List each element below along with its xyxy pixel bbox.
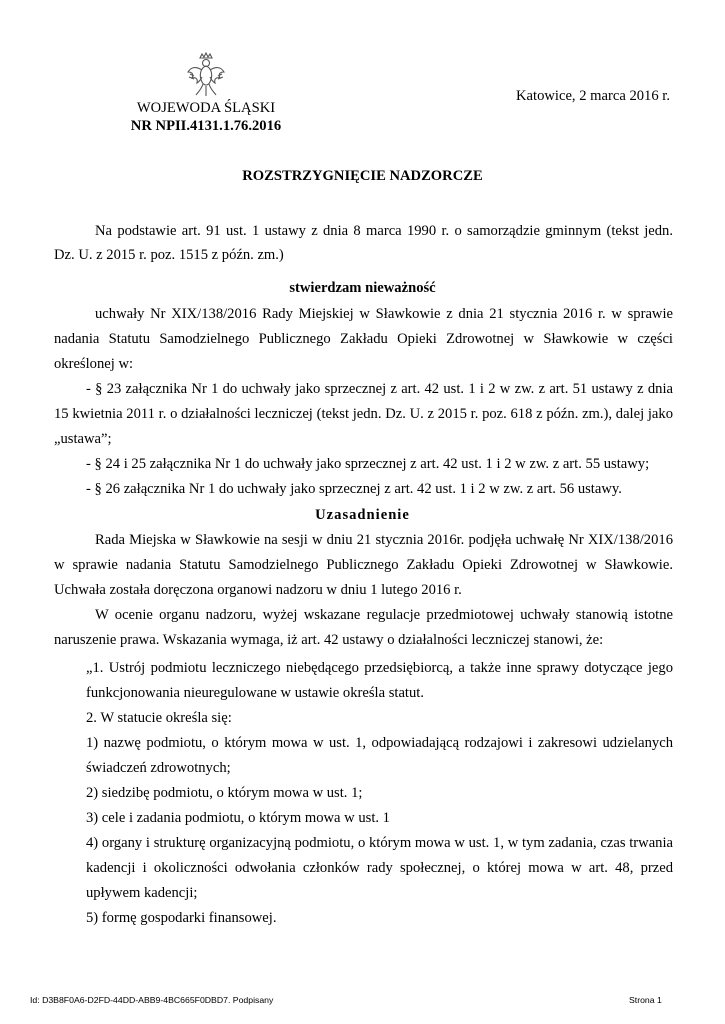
justification-p2-line-1: W ocenie organu nadzoru, wyżej wskazane regulacje przedmiotowej uchwały stanowią istotne bbox=[95, 607, 673, 623]
authority-name: WOJEWODA ŚLĄSKI bbox=[136, 100, 276, 116]
quote-2-1-line-2: świadczeń zdrowotnych; bbox=[86, 760, 231, 776]
resolution-line-3: określonej w: bbox=[54, 356, 134, 372]
quote-2-4-line-3: upływem kadencji; bbox=[86, 885, 198, 901]
place-date: Katowice, 2 marca 2016 r. bbox=[516, 88, 670, 104]
quote-2-5: 5) formę gospodarki finansowej. bbox=[86, 910, 277, 926]
page-number: Strona 1 bbox=[629, 995, 662, 1005]
quote-2-1-line-1: 1) nazwę podmiotu, o którym mowa w ust. 1, odpowiadającą rodzajowi i zakresowi udzielanych bbox=[86, 735, 673, 751]
decision-heading: stwierdzam nieważność bbox=[289, 280, 436, 296]
quote-1-line-1: „1. Ustrój podmiotu leczniczego niebędącego przedsiębiorcą, a także inne sprawy dotyczące jego bbox=[86, 660, 673, 676]
item-24-25: - § 24 i 25 załącznika Nr 1 do uchwały jako sprzecznej z art. 42 ust. 1 i 2 w zw. z art. 55 ustawy; bbox=[86, 456, 650, 472]
resolution-line-2: nadania Statutu Samodzielnego Publicznego Zakładu Opieki Zdrowotnej w Sławkowie w części bbox=[54, 331, 673, 347]
justification-heading: Uzasadnienie bbox=[315, 507, 410, 523]
quote-2-4-line-2: kadencji i okoliczności odwołania członków rady społecznej, o której mowa w art. 48, przed bbox=[86, 860, 673, 876]
item-23-line-1: - § 23 załącznika Nr 1 do uchwały jako sprzecznej z art. 42 ust. 1 i 2 w zw. z art. 51 ustawy z dnia bbox=[86, 381, 673, 397]
quote-2: 2. W statucie określa się: bbox=[86, 710, 232, 726]
resolution-line-1: uchwały Nr XIX/138/2016 Rady Miejskiej w Sławkowie z dnia 21 stycznia 2016 r. w sprawie bbox=[95, 306, 673, 322]
case-number: NR NPII.4131.1.76.2016 bbox=[130, 118, 282, 134]
quote-1-line-2: funkcjonowania nieuregulowane w ustawie określa statut. bbox=[86, 685, 424, 701]
intro-line-1: Na podstawie art. 91 ust. 1 ustawy z dnia 8 marca 1990 r. o samorządzie gminnym (tekst jedn. bbox=[95, 223, 673, 239]
eagle-emblem-icon bbox=[186, 52, 226, 98]
quote-2-3: 3) cele i zadania podmiotu, o którym mowa w ust. 1 bbox=[86, 810, 390, 826]
justification-p2-line-2: naruszenie prawa. Wskazania wymaga, iż art. 42 ustawy o działalności leczniczej stanowi, że: bbox=[54, 632, 604, 648]
item-26: - § 26 załącznika Nr 1 do uchwały jako sprzecznej z art. 42 ust. 1 i 2 w zw. z art. 56 ustawy. bbox=[86, 481, 622, 497]
item-23-line-3: „ustawa”; bbox=[54, 431, 112, 447]
justification-p1-line-3: Uchwała została doręczona organowi nadzoru w dniu 1 lutego 2016 r. bbox=[54, 582, 462, 598]
justification-p1-line-1: Rada Miejska w Sławkowie na sesji w dniu 21 stycznia 2016r. podjęła uchwałę Nr XIX/138/2016 bbox=[95, 532, 673, 548]
intro-line-2: Dz. U. z 2015 r. poz. 1515 z późn. zm.) bbox=[54, 247, 284, 263]
quote-2-2: 2) siedzibę podmiotu, o którym mowa w ust. 1; bbox=[86, 785, 363, 801]
quote-2-4-line-1: 4) organy i strukturę organizacyjną podmiotu, o którym mowa w ust. 1, w tym zadania, czas trwania bbox=[86, 835, 673, 851]
justification-p1-line-2: w sprawie nadania Statutu Samodzielnego Publicznego Zakładu Opieki Zdrowotnej w Sławkowie. bbox=[54, 557, 673, 573]
document-title: ROZSTRZYGNIĘCIE NADZORCZE bbox=[242, 168, 483, 184]
item-23-line-2: 15 kwietnia 2011 r. o działalności leczniczej (tekst jedn. Dz. U. z 2015 r. poz. 618 z późn. zm.), dalej jako bbox=[54, 406, 673, 422]
document-id: Id: D3B8F0A6-D2FD-44DD-ABB9-4BC665F0DBD7. Podpisany bbox=[30, 995, 274, 1005]
